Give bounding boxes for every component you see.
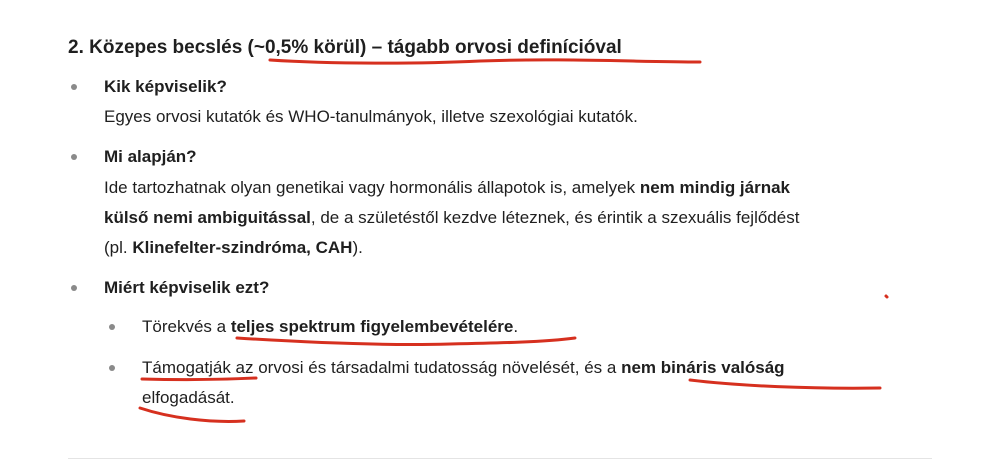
text-span: . — [513, 317, 519, 336]
item-body-basis-line2 — [104, 207, 799, 229]
item-label-why: Miért képviselik ezt? — [104, 278, 270, 297]
text-span: ). — [352, 238, 363, 257]
item-body-basis-line3 — [104, 237, 363, 259]
item-body-basis-line1 — [104, 177, 790, 199]
text-span: Ide tartozhatnak olyan genetikai vagy hormonális állapotok is, amelyek — [104, 178, 640, 197]
text-span: Törekvés a — [142, 317, 231, 336]
bullet-dot — [71, 84, 77, 90]
text-span: Támogatják az orvosi és társadalmi tudatosság növelését, és a — [142, 358, 622, 377]
underline-nem-binaris — [690, 380, 880, 388]
bold-text: külső nemi ambiguitással — [104, 208, 311, 227]
sub-item-awareness-line2: elfogadását. — [142, 388, 235, 407]
text-span: , de a születéstől kezdve léteznek, és érintik a szexuális fejlődést — [310, 208, 800, 227]
bold-text: nem mindig járnak — [639, 178, 791, 197]
bold-text: nem bináris valóság — [621, 358, 785, 377]
ink-dot — [886, 296, 887, 297]
bold-text: Klinefelter-szindróma, CAH — [132, 238, 353, 257]
sub-bullet-dot — [109, 365, 115, 371]
sub-item-awareness-line1 — [142, 357, 785, 379]
bullet-dot — [71, 154, 77, 160]
item-label-basis: Mi alapján? — [104, 147, 197, 166]
underline-spectrum — [237, 338, 575, 345]
text-span: (pl. — [104, 238, 133, 257]
underline-heading — [270, 60, 700, 63]
underline-elfogadasat — [140, 408, 244, 421]
bold-text: teljes spektrum figyelembevételére — [230, 317, 514, 336]
item-label-who: Kik képviselik? — [104, 77, 227, 96]
sub-bullet-dot — [109, 324, 115, 330]
item-body-who: Egyes orvosi kutatók és WHO-tanulmányok, illetve szexológiai kutatók. — [104, 107, 638, 126]
section-divider — [68, 458, 932, 459]
bullet-dot — [71, 285, 77, 291]
section-heading: 2. Közepes becslés (~0,5% körül) – tágabb orvosi definícióval — [68, 37, 622, 58]
sub-item-spectrum — [142, 316, 518, 338]
